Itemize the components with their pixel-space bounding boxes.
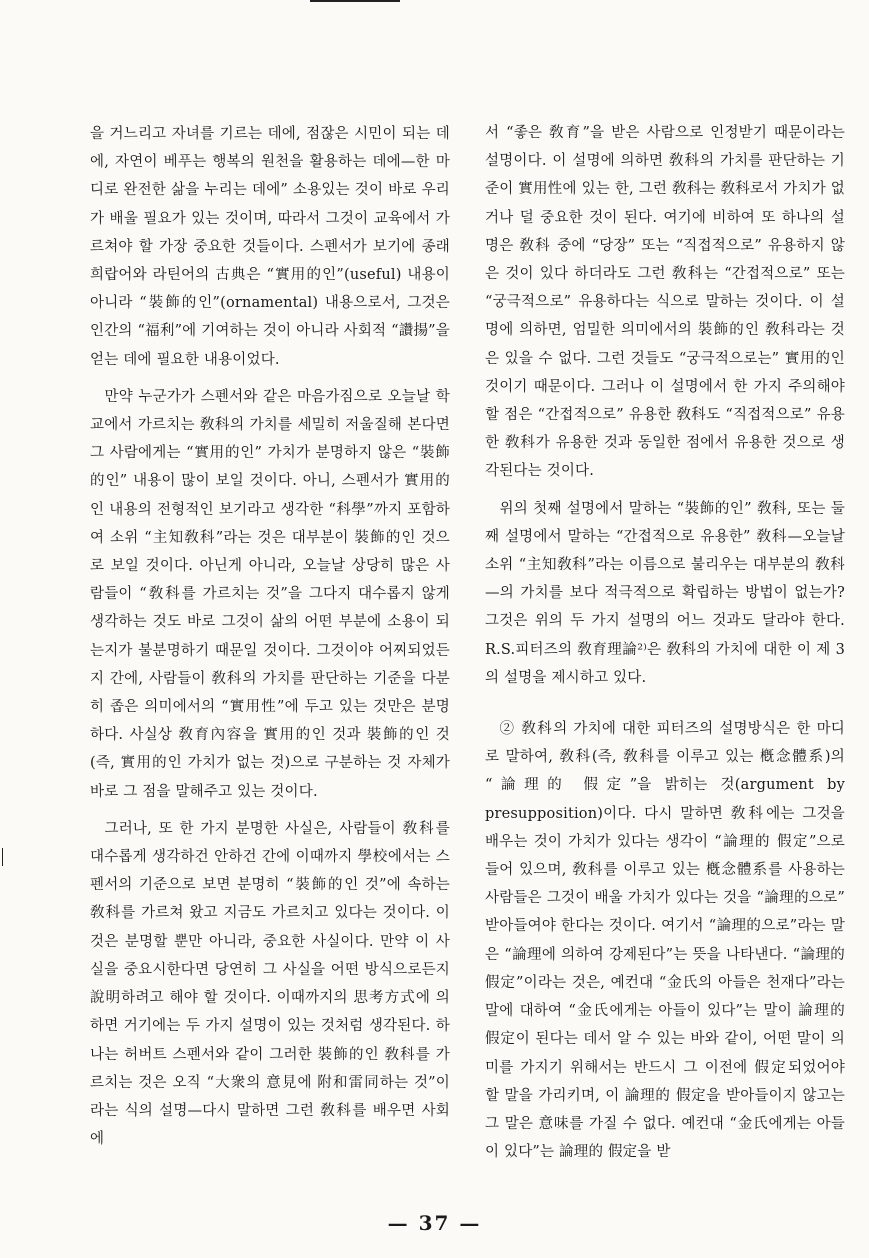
- left-paragraph-1: 을 거느리고 자녀를 기르는 데에, 점잖은 시민이 되는 데에, 자연이 베푸는 행복의 원천을 활용하는 데에—한 마디로 완전한 삶을 누리는 데에” 소용있는 것이 바로 우리가 배울 필요가 있는 것이며, 따라서 그것이 교육에서 가르쳐야 할 가장 중요한 것들이다. 스펜서가 보기에 종래 희랍어와 라틴어의 古典은 “實用的인”(useful) 내용이 아니라 “裝飾的인”(ornamental) 내용으로서, 그것은 인간의 “福利”에 기여하는 것이 아니라 사회적 “讚揚”을 얻는 데에 필요한 내용이었다.: [90, 126, 450, 368]
- right-paragraph-3: ② 敎科의 가치에 대한 피터즈의 설명방식은 한 마디로 말하여, 敎科(즉, 敎科를 이루고 있는 槪念體系)의 “論理的 假定”을 밝히는 것(argument by presupposition)이다. 다시 말하면 敎科에는 그것을 배우는 것이 가치가 있다는 생각이 “論理的 假定”으로 들어 있으며, 敎科를 이루고 있는 槪念體系를 사용하는 사람들은 그것이 배울 가치가 있다는 것을 “論理的으로” 받아들여야 한다는 것이다. 여기서 “論理的으로”라는 말은 “論理에 의하여 강제된다”는 뜻을 나타낸다. “論理的 假定”이라는 것은, 예컨대 “金氏의 아들은 천재다”라는 말에 대하여 “金氏에게는 아들이 있다”는 말이 論理的 假定이 된다는 데서 알 수 있는 바와 같이, 어떤 말이 의미를 가지기 위해서는 반드시 그 이전에 假定되었어야 할 말을 가리키며, 이 論理的 假定을 받아들이지 않고는 그 말은 意味를 가질 수 없다. 예컨대 “金氏에게는 아들이 있다”는 論理的 假定을 받: [485, 721, 845, 1161]
- page-number: — 37 —: [387, 1211, 482, 1235]
- left-paragraph-2: 만약 누군가가 스펜서와 같은 마음가짐으로 오늘날 학교에서 가르치는 敎科의 가치를 세밀히 저울질해 본다면 그 사람에게는 “實用的인” 가치가 분명하지 않은 “裝飾的인” 내용이 많이 보일 것이다. 아니, 스펜서가 實用的인 내용의 전형적인 보기라고 생각한 “科學”까지 포함하여 소위 “主知敎科”라는 것은 대부분이 裝飾的인 것으로 보일 것이다. 아닌게 아니라, 오늘날 상당히 많은 사람들이 “敎科를 가르치는 것”을 그다지 대수롭지 않게 생각하는 것도 바로 그것이 삶의 어떤 부분에 소용이 되는지가 불분명하기 때문일 것이다. 그것이야 어찌되었든지 간에, 사람들이 敎科의 가치를 판단하는 기준을 다분히 좁은 의미에서의 “實用性”에 두고 있는 것만은 분명하다. 사실상 敎育內容을 實用的인 것과 裝飾的인 것(즉, 實用的인 가치가 없는 것)으로 구분하는 것 자체가 바로 그 점을 말해주고 있는 것이다.: [90, 388, 450, 800]
- right-column: [485, 119, 845, 1166]
- left-column: [90, 120, 450, 1153]
- right-paragraph-1: 서 “좋은 敎育”을 받은 사람으로 인정받기 때문이라는 설명이다. 이 설명에 의하면 敎科의 가치를 판단하는 기준이 實用性에 있는 한, 그런 敎科는 敎科로서 가치가 없거나 덜 중요한 것이 된다. 여기에 비하여 또 하나의 설명은 敎科 중에 “당장” 또는 “직접적으로” 유용하지 않은 것이 있다 하더라도 그런 敎科는 “간접적으로” 또는 “궁극적으로” 유용하다는 식으로 말하는 것이다. 이 설명에 의하면, 엄밀한 의미에서의 裝飾的인 敎科라는 것은 있을 수 없다. 그런 것들도 “궁극적으로는” 實用的인 것이기 때문이다. 그러나 이 설명에서 한 가지 주의해야 할 점은 “간접적으로” 유용한 敎科도 “직접적으로” 유용한 敎科가 유용한 것과 동일한 점에서 유용한 것으로 생각된다는 것이다.: [485, 125, 845, 480]
- left-paragraph-3: 그러나, 또 한 가지 분명한 사실은, 사람들이 敎科를 대수롭게 생각하건 안하건 간에 이때까지 學校에서는 스펜서의 기준으로 보면 분명히 “裝飾的인 것”에 속하는 敎科를 가르쳐 왔고 지금도 가르치고 있다는 것이다. 이것은 분명할 뿐만 아니라, 중요한 사실이다. 만약 이 사실을 중요시한다면 당연히 그 사실을 어떤 방식으로든지 說明하려고 해야 할 것이다. 이때까지의 思考方式에 의하면 거기에는 두 가지 설명이 있는 것처럼 생각된다. 하나는 허버트 스펜서와 같이 그러한 裝飾的인 敎科를 가르치는 것은 오직 “大衆의 意見에 附和雷同하는 것”이라는 식의 설명—다시 말하면 그런 敎科를 배우면 사회에: [90, 820, 450, 1148]
- right-paragraph-2: 위의 첫째 설명에서 말하는 “裝飾的인” 敎科, 또는 둘째 설명에서 말하는 “간접적으로 유용한” 敎科—오늘날 소위 “主知敎科”라는 이름으로 불리우는 대부분의 敎科—의 가치를 보다 적극적으로 확립하는 방법이 없는가? 그것은 위의 두 가지 설명의 어느 것과도 달라야 한다. R.S.피터즈의 敎育理論²⁾은 敎科의 가치에 대한 이 제 3의 설명을 제시하고 있다.: [485, 500, 845, 686]
- header-rule: [310, 0, 400, 2]
- margin-mark: [2, 848, 3, 866]
